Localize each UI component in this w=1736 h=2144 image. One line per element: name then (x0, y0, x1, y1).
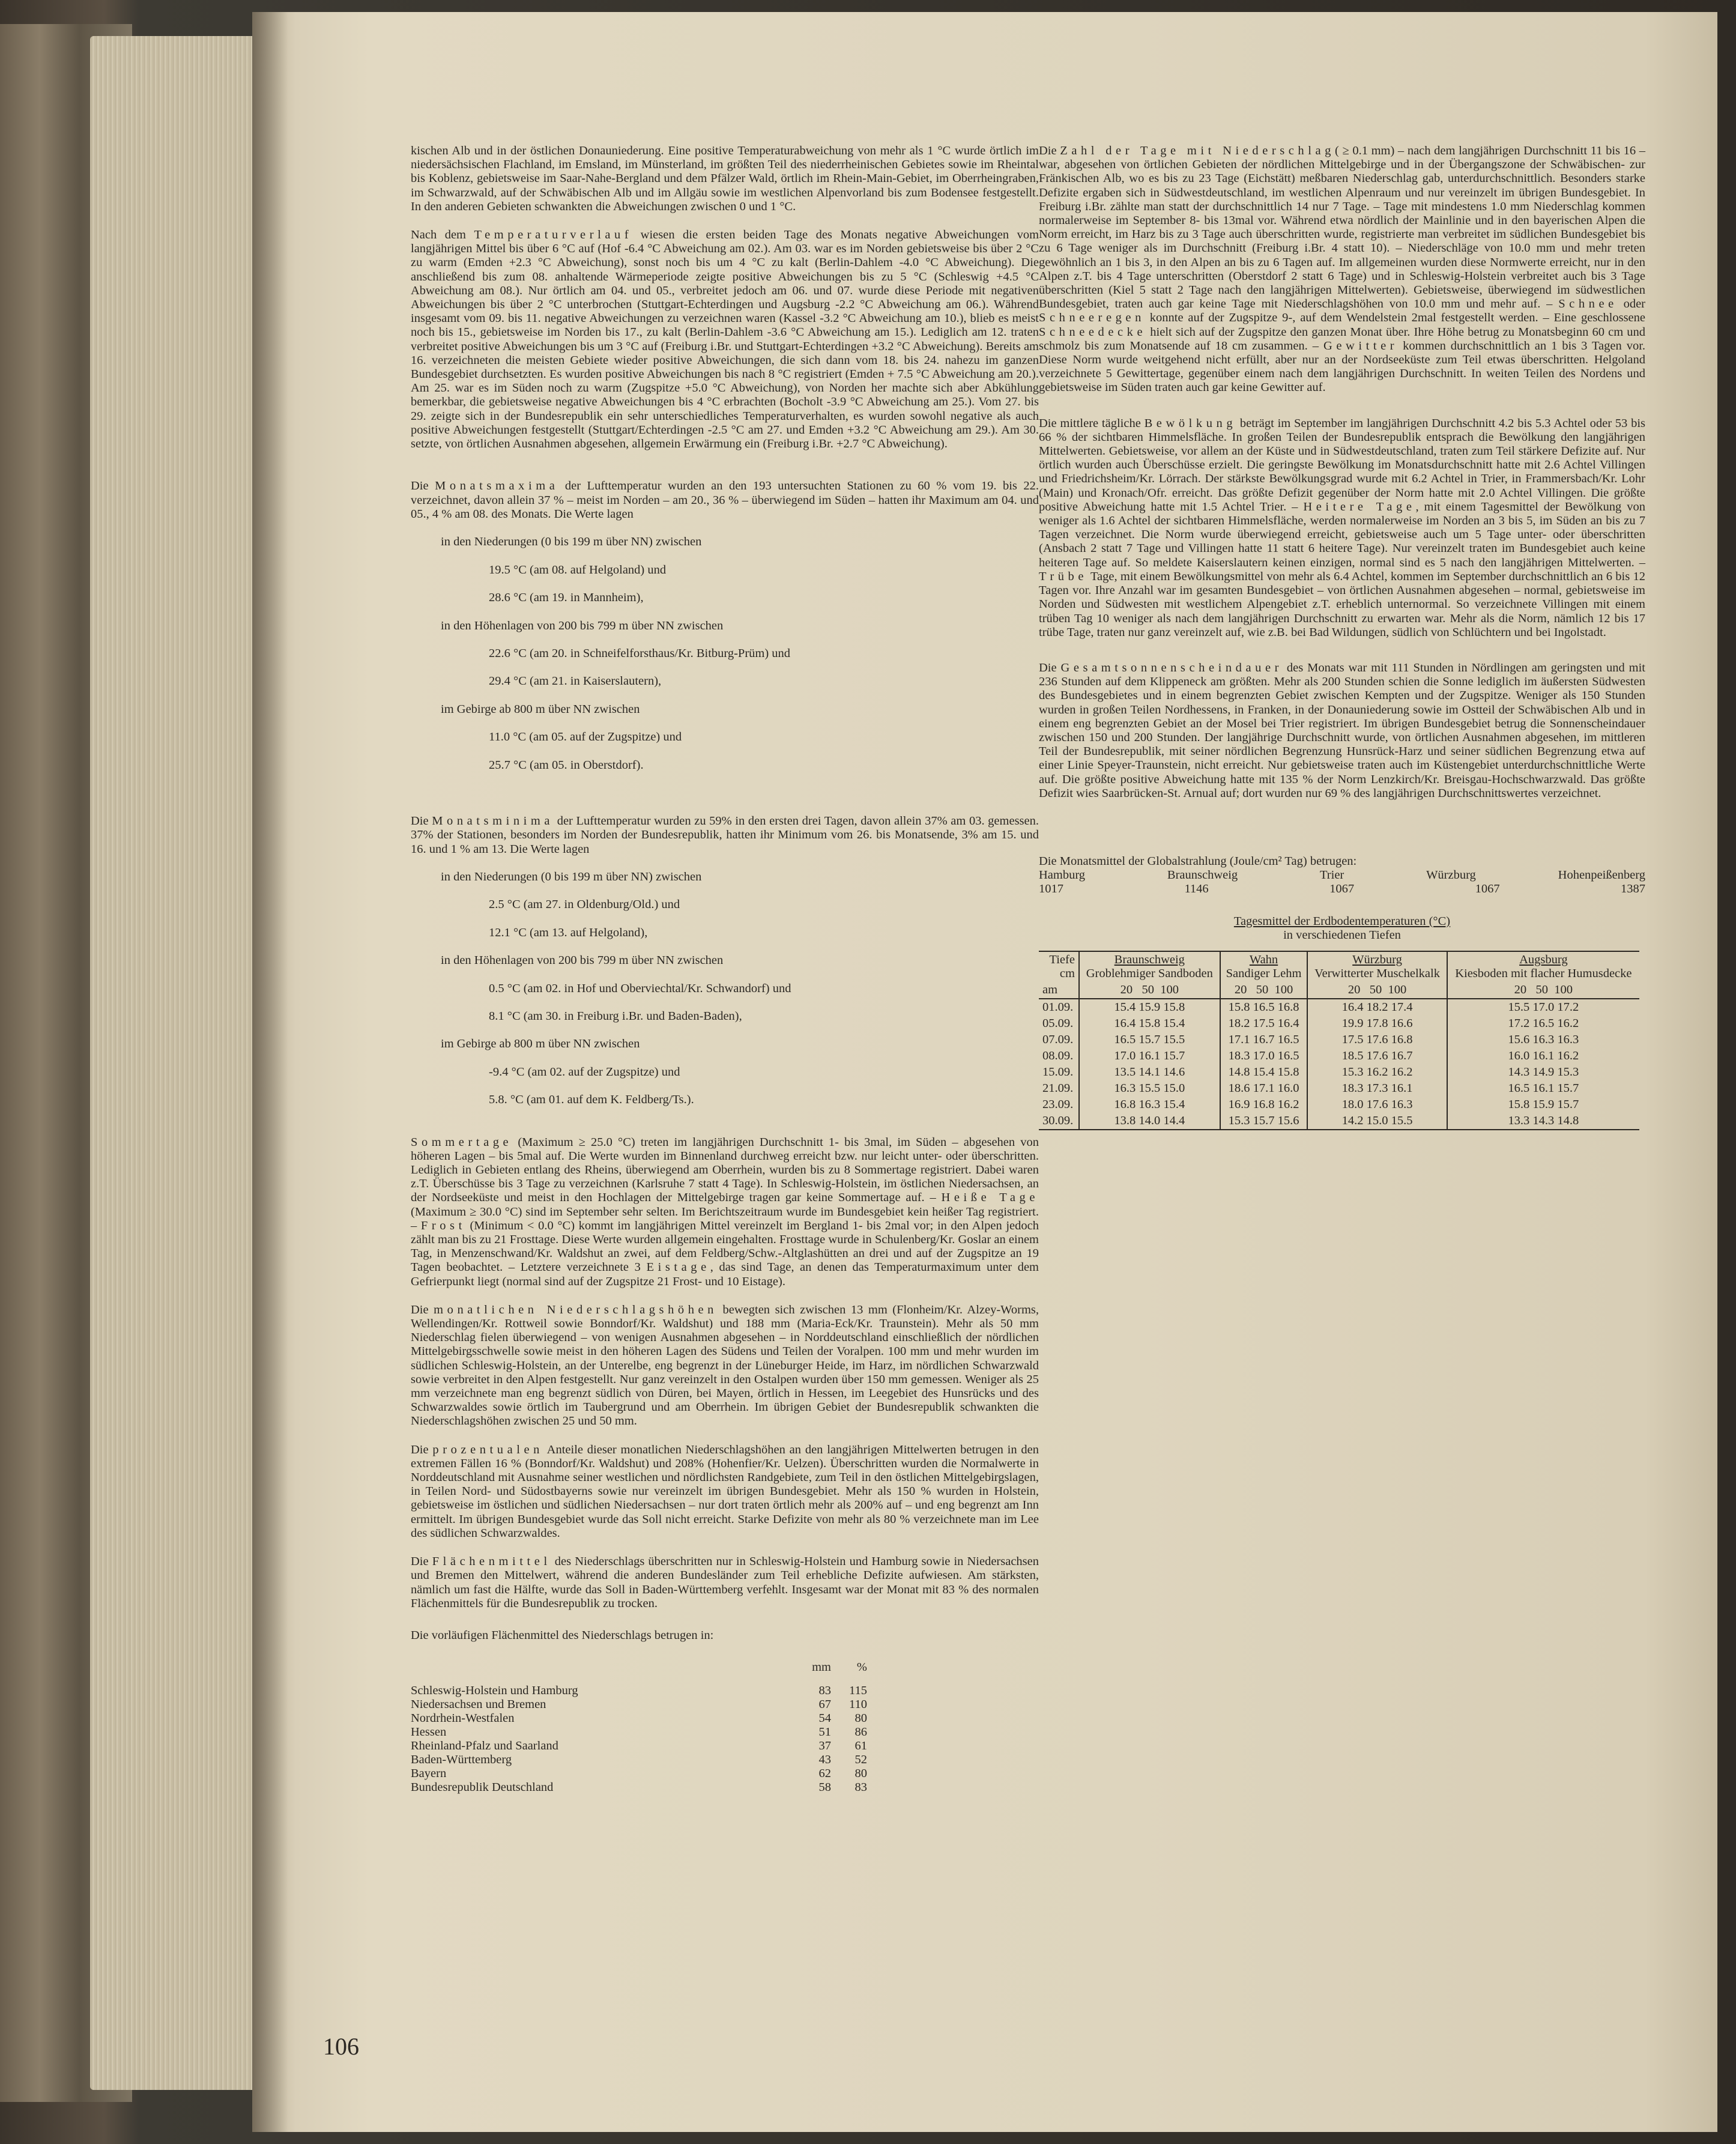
soil-value-cell: 15.4 15.9 15.8 (1079, 999, 1220, 1016)
lead-text: Die (411, 814, 429, 828)
list-line: 2.5 °C (am 27. in Oldenburg/Old.) und (489, 898, 680, 912)
soil-station-name: Würzburg (1352, 952, 1402, 966)
spaced-term: Zahl der Tage mit Niederschlag (1060, 144, 1335, 157)
soil-value-cell: 13.5 14.1 14.6 (1079, 1064, 1220, 1080)
paragraph-niederschlagshoehen (411, 1303, 1039, 1429)
table-row (1039, 1032, 1639, 1048)
radiation-station-value: 1146 (1184, 882, 1209, 896)
list-line: 12.1 °C (am 13. auf Helgoland), (489, 925, 648, 939)
paragraph-flaechenmittel (411, 1555, 1039, 1611)
paragraph-bewoelkung (1039, 417, 1645, 640)
soil-value-cell: 17.2 16.5 16.2 (1447, 1016, 1639, 1032)
body-text: , das sind Tage, an denen das Temperaturmaximum unter dem Gefrierpunkt liegt (normal sind auf der Zugspitze 21 Frost- und 10 Eistage). (411, 1261, 1039, 1288)
land-cell: Nordrhein-Westfalen (411, 1712, 515, 1725)
soil-header-station (1220, 951, 1308, 982)
table-row (1039, 999, 1639, 1016)
mm-cell: 83 (818, 1684, 831, 1698)
body-text: kommen durchschnittlich an 1 bis 3 Tagen vor. Diese Norm wurde weitgehend nicht erfüllt, aber nur an der Nordseeküste zum Teil etwas überschritten. Helgoland verzeichnete 5 Gewittertage, gegenüber einem nach dem langjährigen Durchschnitt. In weiten Teilen des Nordens und gebietsweise im Süden traten auch gar keine Gewitter auf. (1039, 339, 1646, 395)
mm-cell: 54 (818, 1712, 831, 1725)
pct-cell: 110 (849, 1698, 867, 1712)
mm-cell: 58 (818, 1781, 831, 1794)
table-row (411, 1767, 867, 1781)
soil-station-name: Augsburg (1519, 952, 1568, 966)
body-text: , mit einem Tagesmittel der Bewölkung von weniger als 1.6 Achtel der sichtbaren Himmelsfläche, werden normalerweise im Norden an 3 bis 5, im Süden an bis zu 7 Tagen verzeichnet. Die Norm wurde überwiegend erreicht, gebietsweise auch um 5 Tage unter- oder überschritten (Ansbach 2 statt 7 Tage und Villingen hatte 11 statt 6 heitere Tage). Nur vereinzelt traten im Bundesgebiet auch keine heiteren Tage auf. So meldete Kaiserslautern keinen einzigen, normal sind es 5 nach den langjährigen Mittelwerten. – (1039, 500, 1645, 569)
left-column (411, 144, 1039, 1794)
soil-station-desc: Kiesboden mit flacher Humusdecke (1455, 966, 1632, 980)
soil-header-am: am (1039, 982, 1079, 999)
radiation-station-name: Hohenpeißenberg (1558, 868, 1645, 882)
soil-header-cm: cm (1059, 966, 1075, 980)
soil-value-cell: 16.3 15.5 15.0 (1079, 1080, 1220, 1097)
spaced-term: Flächenmittel (432, 1555, 551, 1569)
soil-date-cell: 07.09. (1042, 1032, 1074, 1046)
body-text: oder (1623, 297, 1646, 311)
soil-value-cell: 13.3 14.3 14.8 (1447, 1113, 1639, 1130)
soil-date-cell: 15.09. (1042, 1065, 1074, 1079)
table-header-pct: % (856, 1661, 867, 1674)
list-line: 29.4 °C (am 21. in Kaiserslautern), (489, 674, 662, 688)
soil-value-cell: 16.0 16.1 16.2 (1447, 1048, 1639, 1064)
list-line: in den Niederungen (0 bis 199 m über NN) zwischen (441, 535, 702, 549)
soil-value-cell: 16.4 18.2 17.4 (1307, 999, 1447, 1016)
soil-value-cell: 17.0 16.1 15.7 (1079, 1048, 1220, 1064)
radiation-station-value: 1067 (1475, 882, 1500, 896)
lead-text: Die (1039, 144, 1057, 157)
paragraph-monatsmaxima (411, 465, 1039, 786)
land-cell: Bayern (411, 1767, 447, 1781)
pct-cell: 52 (854, 1753, 867, 1767)
lead-text: Nach dem (411, 228, 466, 242)
lead-text: Die (411, 1555, 429, 1569)
soil-value-cell: 15.3 16.2 16.2 (1307, 1064, 1447, 1080)
soil-value-cell: 18.2 17.5 16.4 (1220, 1016, 1308, 1032)
soil-date-cell: 01.09. (1042, 1000, 1074, 1014)
lead-text: Die (411, 1303, 429, 1316)
body-text: der Lufttemperatur wurden an den 193 untersuchten Stationen zu 60 % vom 19. bis 22. verzeichnet, davon allein 37 % – meist im Norden – am 20., 36 % – überwiegend im Süden – hatten ihr Maximum am 04. und 05., 4 % am 08. des Monats. Die Werte lagen (411, 479, 1039, 521)
list-line: 8.1 °C (am 30. in Freiburg i.Br. und Baden-Baden), (489, 1009, 742, 1023)
soil-value-cell: 15.8 15.9 15.7 (1447, 1097, 1639, 1113)
spaced-term: Gewitter (1323, 339, 1399, 353)
paragraph-prozentuale-anteile (411, 1443, 1039, 1540)
spaced-term: Monatsminima (432, 814, 554, 828)
list-line: -9.4 °C (am 02. auf der Zugspitze) und (489, 1065, 680, 1079)
spaced-term: Schneedecke (1039, 325, 1147, 339)
pct-cell: 80 (854, 1767, 867, 1781)
list-line: 28.6 °C (am 19. in Mannheim), (489, 591, 644, 605)
spaced-term: Eistage (646, 1261, 710, 1274)
spaced-term: Heiße Tage (941, 1191, 1039, 1205)
land-cell: Hessen (411, 1725, 447, 1739)
soil-station-desc: Verwitterter Muschelkalk (1314, 966, 1440, 980)
soil-value-cell: 18.6 17.1 16.0 (1220, 1080, 1308, 1097)
soil-station-name: Wahn (1249, 952, 1278, 966)
soil-value-cell: 16.8 16.3 15.4 (1079, 1097, 1220, 1113)
paragraph-sonnenscheindauer (1039, 661, 1645, 801)
soil-station-desc: Groblehmiger Sandboden (1086, 966, 1213, 980)
spaced-term: prozentualen (432, 1443, 543, 1456)
soil-table-title (1039, 915, 1645, 928)
table-row (411, 1781, 867, 1794)
paragraph-monatsminima (411, 801, 1039, 1121)
list-line: 22.6 °C (am 20. in Schneifelforsthaus/Kr. Bitburg-Prüm) und (489, 646, 791, 660)
radiation-station-value: 1387 (1621, 882, 1645, 896)
lead-text: Die (411, 479, 429, 493)
radiation-station-name: Würzburg (1426, 868, 1476, 882)
pct-cell: 83 (854, 1781, 867, 1794)
table-row (1039, 1080, 1639, 1097)
table-row (1039, 1064, 1639, 1080)
soil-table-subtitle: in verschiedenen Tiefen (1283, 928, 1401, 942)
mm-cell: 43 (818, 1753, 831, 1767)
table-row (1039, 1016, 1639, 1032)
soil-value-cell: 18.3 17.3 16.1 (1307, 1080, 1447, 1097)
body-text: Anteile dieser monatlichen Niederschlagshöhen an den langjährigen Mittelwerten betrugen in den extremen Fällen 16 % (Bonndorf/Kr. Waldshut) und 208% (Hohenfier/Kr. Uelzen). Überschritten wurden die Normalwerte in Norddeutschland mit Ausnahme seiner westlichen und nördlichsten Randgebiete, zum Teil in den östlichen Mittelgebirgslagen, in Teilen Nord- und Südostbayerns sowie nur vereinzelt im übrigen Bundesgebiet. Mehr als 150 % wurden in Holstein, gebietsweise im östlichen und südlichen Niedersachsen – nur dort traten örtlich mehr als 200% auf – und eng begrenzt am Inn ermittelt. Im übrigen Bundesgebiet wurde das Soll nicht erreicht. Starke Defizite von mehr als 80 % verzeichnete man im Lee des südlichen Schwarzwaldes. (411, 1443, 1039, 1540)
soil-value-cell: 17.1 16.7 16.5 (1220, 1032, 1308, 1048)
table-header-mm: mm (812, 1661, 831, 1674)
list-line: in den Niederungen (0 bis 199 m über NN) zwischen (441, 870, 702, 883)
pct-cell: 115 (849, 1684, 867, 1698)
land-cell: Baden-Württemberg (411, 1753, 512, 1767)
soil-date-cell: 30.09. (1039, 1113, 1079, 1130)
soil-table-title-text: Tagesmittel der Erdbodentemperaturen (°C) (1233, 914, 1451, 928)
page-number: 106 (323, 2033, 359, 2060)
soil-value-cell: 13.8 14.0 14.4 (1079, 1113, 1220, 1130)
soil-date-cell: 05.09. (1042, 1016, 1074, 1030)
spaced-term: Schnee (1558, 297, 1618, 311)
soil-value-cell: 16.5 15.7 15.5 (1079, 1032, 1220, 1048)
soil-value-cell: 18.3 17.0 16.5 (1220, 1048, 1308, 1064)
list-line: in den Höhenlagen von 200 bis 799 m über NN zwischen (441, 954, 724, 968)
soil-depth-labels: 20 50 100 (1220, 982, 1308, 999)
soil-value-cell: 15.5 17.0 17.2 (1447, 999, 1639, 1016)
land-cell: Bundesrepublik Deutschland (411, 1781, 554, 1794)
spaced-term: Monatsmaxima (435, 479, 559, 493)
page-stack-edge (90, 36, 264, 2090)
body-text: beträgt im September im langjährigen Durchschnitt 4.2 bis 5.3 Achtel oder 53 bis 66 % der sichtbaren Himmelsfläche. In großen Teilen der Bundesrepublik entsprach die Bewölkung den langjährigen Mittelwerten. Gebietsweise, vor allem an der Küste und in Südwestdeutschland, traten zum Teil stärkere Defizite auf. Nur örtlich wurden auch Überschüsse erzielt. Die geringste Bewölkung im Monatsdurchschnitt hatte mit 2.6 Achtel Villingen und Friedrichsheim/Kr. Lörrach. Der stärkste Bewölkungsgrad wurde mit 6.2 Achtel in Trier, in Frammersbach/Kr. Lohr (Main) und Kronach/Ofr. erreicht. Das größte Defizit gegenüber der Norm hatte mit 2.0 Achtel Villingen. Die größte positive Abweichung hatte mit 1.5 Achtel Trier. – (1039, 416, 1646, 513)
body-text: bewegten sich zwischen 13 mm (Flonheim/Kr. Alzey-Worms, Wellendingen/Kr. Rottweil sowie Bonndorf/Kr. Waldshut) und 188 mm (Maria-Eck/Kr. Traunstein). Mehr als 50 mm Niederschlag fielen überwiegend – von wenigen Ausnahmen abgesehen – in Norddeutschland einschließlich der nördlichen Mittelgebirgsschwelle sowie meist in den höheren Lagen des Südens und Teilen der Voralpen. 100 mm und mehr wurden im südlichen Schleswig-Holstein, an der Unterelbe, eng begrenzt in der Lüneburger Heide, im Harz, im nördlichen Schwarzwald sowie verbreitet in den Alpen festgestellt. Nur ganz vereinzelt in den Ostalpen wurden über 150 mm gemessen. Weniger als 25 mm verzeichnete man eng begrenzt südlich von Düren, bei Mayen, örtlich in Hessen, im Leegebiet des Hunsrücks und des Schwarzwaldes sowie örtlich im Taubergrund und am Oberrhein. Im übrigen Gebiet der Bundesrepublik schwankten die Niederschlagshöhen zwischen 25 und 50 mm. (411, 1303, 1039, 1428)
list-line: 5.8. °C (am 01. auf dem K. Feldberg/Ts.). (489, 1093, 694, 1107)
spaced-term: Gesamtsonnenscheindauer (1060, 661, 1283, 674)
spaced-term: monatlichen Niederschlagshöhen (434, 1303, 718, 1316)
list-line: 25.7 °C (am 05. in Oberstdorf). (489, 758, 644, 772)
body-text: Tage, mit einem Bewölkungsmittel von mehr als 6.4 Achtel, kommen im September durchschnittlich an 6 bis 12 Tagen vor. Ihre Anzahl war im gesamten Bundesgebiet – von örtlichen Ausnahmen abgesehen – normal, gebietsweise im Norden und Südwesten mit westlichem Alpengebiet z.T. erheblich unternormal. So verzeichnete Villingen mit einem trüben Tag 10 weniger als nach dem langjährigen Durchschnitt zu erwarten war. Mehr als die Norm, nämlich 12 bis 17 trübe Tage, traten nur ganz vereinzelt auf, wie z.B. bei Bad Wildungen, südlich von Schlüchtern und bei Ingolstadt. (1039, 569, 1645, 639)
mm-cell: 67 (818, 1698, 831, 1712)
soil-value-cell: 18.0 17.6 16.3 (1307, 1097, 1447, 1113)
spaced-term: Frost (420, 1219, 466, 1232)
soil-temperature-table (1039, 951, 1639, 1130)
pct-cell: 80 (854, 1712, 867, 1725)
precip-table-intro: Die vorläufigen Flächenmittel des Niederschlags betrugen in: (411, 1628, 714, 1642)
body-text: (Minimum < 0.0 °C) kommt im langjährigen Mittel vereinzelt im Bergland 1- bis 2mal vor; in den Alpen jedoch zählt man bis zu 21 Frosttage. Diese Werte wurden allgemein eingehalten. Frosttage wurde in Schulenberg/Kr. Goslar an einem Tag, in Menzenschwand/Kr. Waldshut an zwei, auf dem Feldberg/Schw.-Altglashütten an drei und auf der Zugspitze an 19 Tagen beobachtet. – Letztere verzeichnete 3 (411, 1219, 1039, 1274)
soil-value-cell: 16.9 16.8 16.2 (1220, 1097, 1308, 1113)
radiation-station-name: Hamburg (1039, 868, 1086, 882)
soil-value-cell: 18.5 17.6 16.7 (1307, 1048, 1447, 1064)
soil-value-cell: 15.8 16.5 16.8 (1220, 999, 1308, 1016)
paragraph-temperaturverlauf (411, 228, 1039, 451)
soil-header-depth (1039, 951, 1079, 982)
list-line: in den Höhenlagen von 200 bis 799 m über NN zwischen (441, 619, 724, 632)
soil-depth-labels: 20 50 100 (1079, 982, 1220, 999)
table-row (411, 1684, 867, 1698)
list-line: 19.5 °C (am 08. auf Helgoland) und (489, 563, 667, 577)
soil-value-cell: 14.2 15.0 15.5 (1307, 1113, 1447, 1130)
soil-date-cell: 23.09. (1042, 1097, 1074, 1111)
spaced-term: Bewölkung (1144, 416, 1237, 430)
spaced-term: Sommertage (411, 1135, 513, 1149)
soil-value-cell: 16.4 15.8 15.4 (1079, 1016, 1220, 1032)
pct-cell: 86 (854, 1725, 867, 1739)
spaced-term: Temperaturverlauf (474, 228, 633, 242)
body-text: (Maximum ≥ 30.0 °C) sind im September sehr selten. Im Berichtszeitraum wurde im Bundesgebiet kein heißer Tag registriert. – (411, 1205, 1039, 1232)
soil-station-desc: Sandiger Lehm (1226, 966, 1302, 980)
list-line: im Gebirge ab 800 m über NN zwischen (441, 1037, 640, 1051)
radiation-intro: Die Monatsmittel der Globalstrahlung (Joule/cm² Tag) betrugen: (1039, 854, 1357, 868)
table-row (1039, 1097, 1639, 1113)
table-row (411, 1698, 867, 1712)
list-line: 11.0 °C (am 05. auf der Zugspitze) und (489, 730, 682, 744)
soil-depth-labels: 20 50 100 (1447, 982, 1639, 999)
list-line: 0.5 °C (am 02. in Hof und Oberviechtal/Kr. Schwandorf) und (489, 981, 791, 995)
radiation-values (1039, 882, 1645, 896)
soil-date-cell: 21.09. (1042, 1081, 1074, 1095)
lead-text: Die (411, 1443, 429, 1456)
soil-depth-labels: 20 50 100 (1307, 982, 1447, 999)
table-row (411, 1725, 867, 1739)
soil-value-cell: 16.5 16.1 15.7 (1447, 1080, 1639, 1097)
body-text: konnte auf der Zugspitze 9-, auf dem Wendelstein 2mal festgestellt werden. – Eine geschlossene (1149, 311, 1646, 325)
land-cell: Schleswig-Holstein und Hamburg (411, 1684, 578, 1698)
soil-header-station (1447, 951, 1639, 982)
body-text: wiesen die ersten beiden Tage des Monats negative Abweichungen vom langjährigen Mittel bis über 6 °C auf (Hof -6.4 °C Abweichung am 02.). Am 03. war es im Norden gebietsweise bis über 2 °C zu warm (Emden +2.3 °C Abweichung), sonst noch bis um 4 °C zu kalt (Berlin-Dahlem -4.0 °C Abweichung). Die anschließend bis zum 08. anhaltende Wärmeperiode zeigte positive Abweichungen bis zu 5 °C (Schleswig +4.5 °C Abweichung am 08.). Nur örtlich am 04. und 05., verbreitet jedoch am 06. und 07. wurde diese Periode mit negativen Abweichungen bis über 2 °C unterbrochen (Stuttgart-Echterdingen und Augsburg -2.2 °C Abweichung am 06.). Während insgesamt vom 09. bis 11. negative Abweichungen zu verzeichnen waren (Kassel -3.2 °C Abweichung am 10.), blieb es meist noch bis 15., gebietsweise im Norden bis 17., zu kalt (Berlin-Dahlem -3.6 °C Abweichung am 15.). Lediglich am 12. traten verbreitet positive Abweichungen bis um 3 °C auf (Freiburg i.Br. und Stuttgart-Echterdingen +3.2 °C Abweichung). Bereits am 16. verzeichneten die meisten Gebiete wieder positive Abweichungen, die sich dann vom 18. bis 24. nahezu im ganzen Bundesgebiet durchsetzten. Es wurden positive Abweichungen bis nach 8 °C registriert (Emden + 7.5 °C Abweichung am 20.). Am 25. war es im Süden noch zu warm (Zugspitze +5.0 °C Abweichung), von Norden her machte sich aber Abkühlung bemerkbar, die gebietsweise negative Abweichungen bis 4 °C erbrachten (Bocholt -3.9 °C Abweichung am 25.). Vom 27. bis 29. zeigte sich in der Bundesrepublik ein sehr unterschiedliches Temperaturverhalten, es wurden sowohl negative als auch positive Abweichungen festgestellt (Stuttgart/Echterdingen -2.5 °C am 27. und Emden +3.2 °C Abweichung am 29.). Am 30. setzte, von örtlichen Ausnahmen abgesehen, allgemein Erwärmung ein (Freiburg i.Br. +2.7 °C Abweichung). (411, 228, 1039, 451)
soil-value-cell: 15.3 15.7 15.6 (1220, 1113, 1308, 1130)
soil-value-cell: 15.6 16.3 16.3 (1447, 1032, 1639, 1048)
precip-area-table (411, 1661, 867, 1794)
list-line: im Gebirge ab 800 m über NN zwischen (441, 702, 640, 716)
paragraph-sommertage (411, 1136, 1039, 1289)
spaced-term: Trübe (1039, 569, 1088, 583)
table-row (411, 1753, 867, 1767)
soil-header-station (1307, 951, 1447, 982)
mm-cell: 37 (818, 1739, 831, 1753)
lead-text: Die (1039, 661, 1057, 674)
land-cell: Niedersachsen und Bremen (411, 1698, 546, 1712)
soil-station-name: Braunschweig (1114, 952, 1185, 966)
soil-value-cell: 19.9 17.8 16.6 (1307, 1016, 1447, 1032)
spaced-term: Schneeregen (1039, 311, 1145, 325)
mm-cell: 51 (818, 1725, 831, 1739)
pct-cell: 61 (854, 1739, 867, 1753)
soil-value-cell: 14.8 15.4 15.8 (1220, 1064, 1308, 1080)
radiation-stations (1039, 868, 1645, 882)
body-text: des Niederschlags überschritten nur in Schleswig-Holstein und Hamburg sowie in Niedersachsen und Bremen den Mittelwert, während die anderen Bundesländer zum Teil erhebliche Defizite aufwiesen. Am stärksten, nämlich um fast die Hälfte, wurde das Soll in Baden-Württemberg verfehlt. Insgesamt war der Monat mit 83 % des normalen Flächenmittels für die Bundesrepublik zu trocken. (411, 1555, 1039, 1610)
soil-header-station (1079, 951, 1220, 982)
table-header-land (411, 1661, 795, 1674)
body-text: ( ≥ 0.1 mm) – nach dem langjährigen Durchschnitt 11 bis 16 – war, abgesehen von örtlichen Gebieten der nördlichen Mittelgebirge und in der Übergangszone der Schwäbischen- zur Fränkischen Alb, wo es bis zu 23 Tage (Eichstätt) meßbaren Niederschlag gab, unterdurchschnittlich. Besonders starke Defizite ergaben sich in Südwestdeutschland, im westlichen Alpenraum und nur vereinzelt im übrigen Bundesgebiet. In Freiburg i.Br. zählte man statt der durchschnittlich 14 nur 7 Tage. – Tage mit mindestens 1.0 mm Niederschlag kommen normalerweise im September 8- bis 13mal vor. Während etwa nördlich der Mainlinie und in den bayerischen Alpen die Norm erreicht, im Harz bis zu 3 Tage auch überschritten wurde, registrierte man verbreitet im südlichen Bundesgebiet bis zu 6 Tage weniger als im Durchschnitt (Freiburg i.Br. 4 statt 10). – Niederschläge von 10.0 mm und mehr treten gewöhnlich an 1 bis 3, in den Alpen an bis zu 6 Tagen auf. Im allgemeinen wurden diese Normwerte erreicht, nur in den Alpen z.T. bis 4 Tage unterschritten (Oberstdorf 2 statt 6 Tage) und in Schleswig-Holstein verbreitet auch bis 3 Tage überschritten (Kiel 5 statt 2 Tage nach den langjährigen Mittelwerten). Gebietsweise, überwiegend im südwestlichen Bundesgebiet, traten auch gar keine Tage mit Niederschlagshöhen von 10.0 mm und mehr auf. – (1039, 144, 1646, 311)
table-row (411, 1739, 867, 1753)
right-column (1039, 144, 1645, 1130)
radiation-station-value: 1017 (1039, 882, 1063, 896)
soil-date-cell: 08.09. (1042, 1049, 1074, 1062)
land-cell: Rheinland-Pfalz und Saarland (411, 1739, 558, 1753)
soil-value-cell: 14.3 14.9 15.3 (1447, 1064, 1639, 1080)
radiation-station-value: 1067 (1329, 882, 1355, 896)
radiation-station-name: Braunschweig (1167, 868, 1238, 882)
body-text: der Lufttemperatur wurden zu 59% in den ersten drei Tagen, davon allein 37% am 03. gemessen. 37% der Stationen, besonders im Norden der Bundesrepublik, hatten ihr Minimum vom 26. bis Monatsende, 3% am 15. und 16. und 1 % am 13. Die Werte lagen (411, 814, 1039, 856)
body-text: hielt sich auf der Zugspitze den ganzen Monat über. Ihre Höhe betrug zu Monatsbeginn 60 cm und schmolz bis zum Monatsende auf 18 cm zusammen. – (1039, 325, 1646, 353)
table-row (411, 1712, 867, 1725)
body-text: (Maximum ≥ 25.0 °C) treten im langjährigen Durchschnitt 1- bis 3mal, im Süden – abgesehen von höheren Lagen – bis 5mal auf. Die Werte wurden im Binnenland durchweg erreicht bzw. nur leicht unter- oder überschritten. Lediglich in Gebieten entlang des Rheins, überwiegend am Oberrhein, wurden bis zu 8 Sommertage registriert. Dabei waren z.T. Überschüsse bis 3 Tage zu verzeichnen (Karlsruhe 7 statt 4 Tage). In Schleswig-Holstein, im östlichen Niedersachsen, an der Nordseeküste und meist in den Hochlagen der Mittelgebirge tragen gar keine Sommertage auf. – (411, 1135, 1039, 1205)
radiation-station-name: Trier (1320, 868, 1344, 882)
mm-cell: 62 (818, 1767, 831, 1781)
soil-header-tiefe: Tiefe (1049, 952, 1075, 966)
lead-text: Die mittlere tägliche (1039, 416, 1141, 430)
spaced-term: Heitere Tage (1303, 500, 1416, 513)
table-row (1039, 1048, 1639, 1064)
paragraph-niederschlagstage (1039, 144, 1645, 395)
body-text: des Monats war mit 111 Stunden in Nördlingen am geringsten und mit 236 Stunden auf dem Klippeneck am größten. Mehr als 200 Stunden schien die Sonne lediglich im äußersten Südwesten des Bundesgebietes und in einem begrenzten Gebiet zwischen Kempten und der Zugspitze. Weniger als 150 Stunden wurden in großen Teilen Nordhessens, in Franken, in der Donauniederung sowie im Ostteil der Schwäbischen Alb und in einem eng begrenzten Gebiet an der Mosel bei Trier registriert. Im übrigen Bundesgebiet betrug die Sonnenscheindauer zwischen 150 und 200 Stunden. Der langjährige Durchschnitt wurde, von örtlichen Ausnahmen abgesehen, im mittleren Teil der Bundesrepublik, mit seiner nördlichen Begrenzung Hunsrück-Harz und seiner südlichen Begrenzung etwa auf einer Linie Speyer-Traunstein, nicht erreicht. Nur gebietsweise traten auch im Küstengebiet unterdurchschnittliche Werte auf. Die größte positive Abweichung hatte mit 135 % der Norm Lenzkirch/Kr. Breisgau-Hochschwarzwald. Das größte Defizit wies Saarbrücken-St. Arnual auf; dort wurden nur 69 % des langjährigen Durchschnittswertes verzeichnet. (1039, 661, 1645, 800)
paragraph-temperature-deviation: kischen Alb und in der östlichen Donauniederung. Eine positive Temperaturabweichung von mehr als 1 °C wurde örtlich im niedersächsischen Flachland, im Emsland, im Münsterland, im größten Teil des niederrheinischen Gebietes sowie im Rheintal bis Koblenz, gebietsweise im Saar-Nahe-Bergland und dem Pfälzer Wald, örtlich im Rhein-Main-Gebiet, im Oberrheingraben, im Schwarzwald, auf der Schwäbischen Alb und im Allgäu sowie im westlichen Alpenvorland bis zum Bodensee festgestellt. In den anderen Gebieten schwankten die Abweichungen zwischen 0 und 1 °C. (411, 144, 1039, 213)
page-gutter-shadow (252, 12, 288, 2132)
table-row (1039, 1113, 1639, 1130)
soil-value-cell: 17.5 17.6 16.8 (1307, 1032, 1447, 1048)
